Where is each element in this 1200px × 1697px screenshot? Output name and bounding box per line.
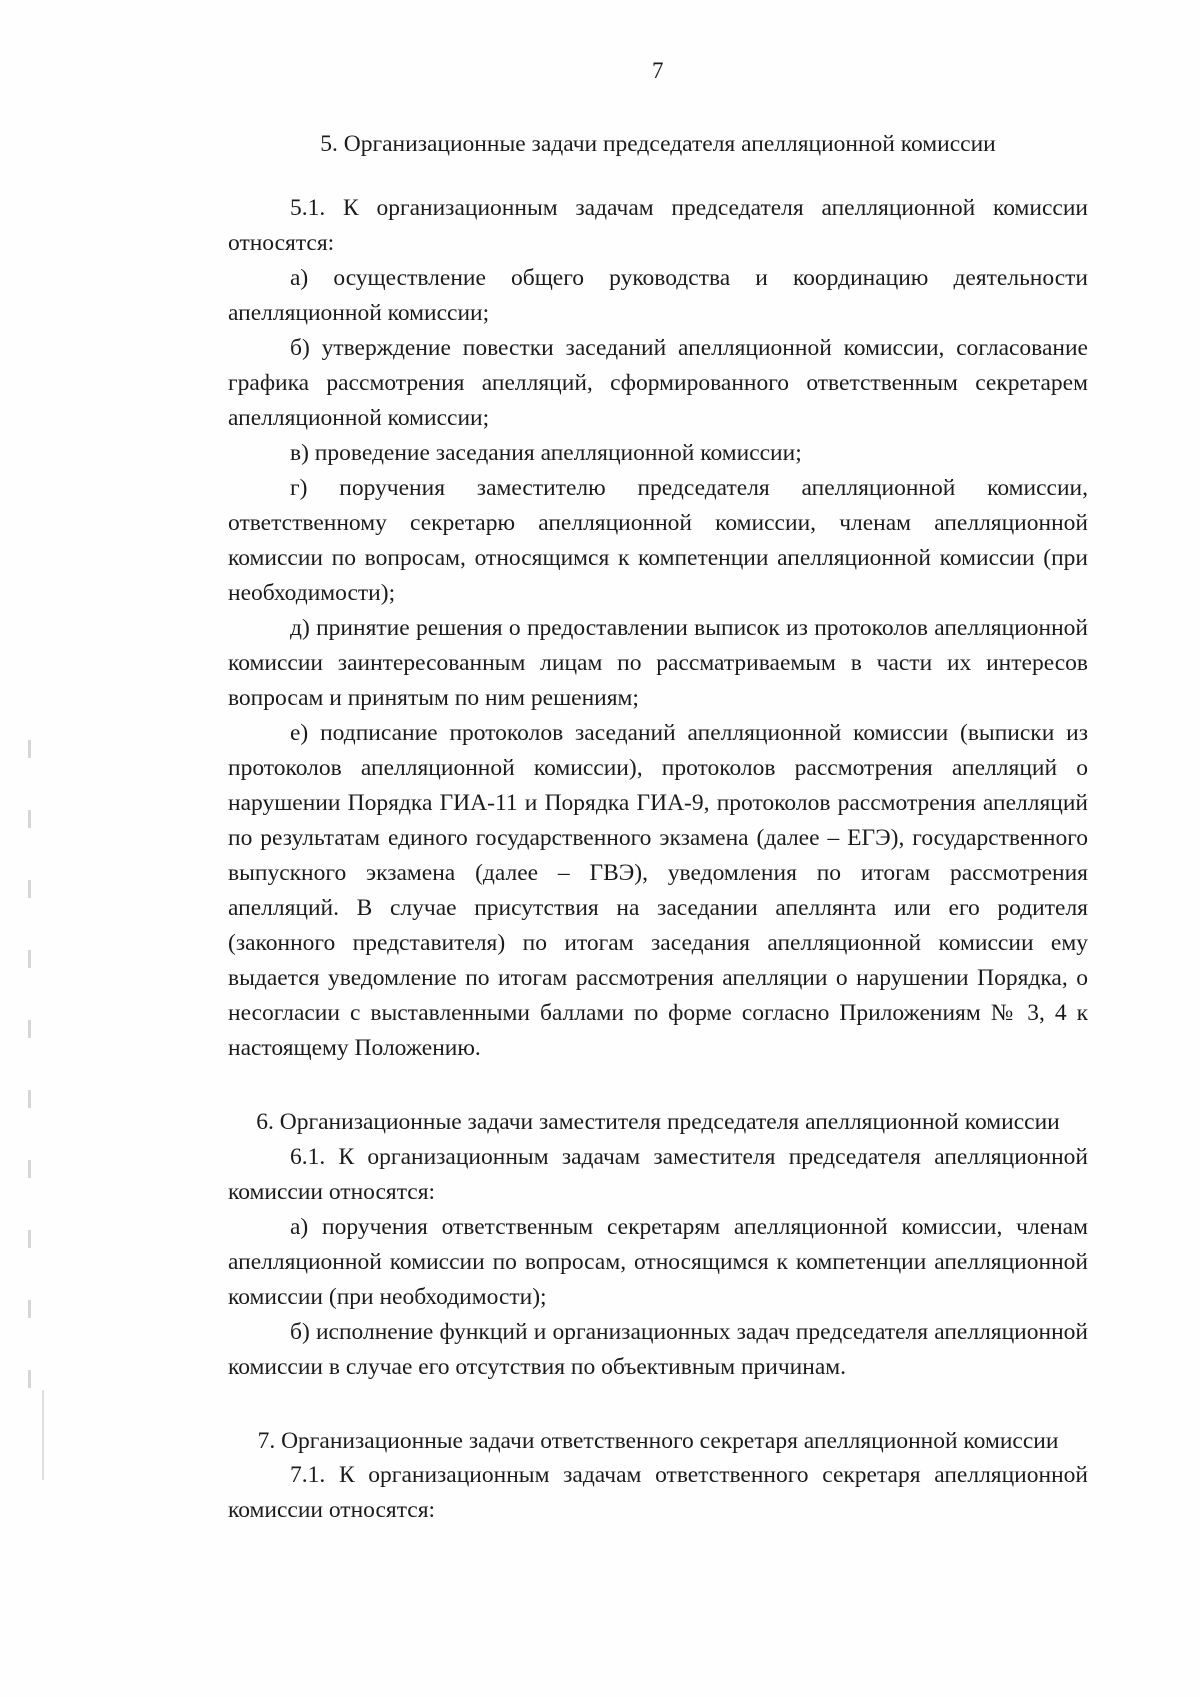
section-7-paragraph-1: 7.1. К организационным задачам ответственного секретаря апелляционной комиссии относятся:	[228, 1462, 1088, 1524]
section-5-paragraph-6: д) принятие решения о предоставлении выписок из протоколов апелляционной комиссии заинтересованным лицам по рассматриваемым в части их интересов вопросам и принятым по ним решениям;	[228, 615, 1088, 712]
spacer	[228, 1385, 1088, 1425]
section-6-paragraph-2: а) поручения ответственным секретарям апелляционной комиссии, членам апелляционной комиссии по вопросам, относящимся к компетенции апелляционной комиссии (при необходимости);	[228, 1213, 1088, 1310]
section-5-heading: 5. Организационные задачи председателя апелляционной комиссии	[320, 131, 996, 157]
section-6-paragraph-1: 6.1. К организационным задачам заместителя председателя апелляционной комиссии относятся:	[228, 1143, 1088, 1205]
section-5-paragraph-5: г) поручения заместителю председателя апелляционной комиссии, ответственному секретарю апелляционной комиссии, членам апелляционной комиссии по вопросам, относящимся к компетенции апелляционной комиссии (при необходимости);	[228, 475, 1088, 607]
section-5-paragraph-2: а) осуществление общего руководства и координацию деятельности апелляционной комиссии;	[228, 265, 1088, 327]
page-content	[228, 58, 1088, 1528]
section-6-heading: 6. Организационные задачи заместителя председателя апелляционной комиссии	[256, 1109, 1060, 1136]
spacer	[228, 161, 1088, 191]
section-7-heading: 7. Организационные задачи ответственного секретаря апелляционной комиссии	[257, 1427, 1059, 1454]
page-number: 7	[652, 58, 664, 83]
spacer	[228, 1066, 1088, 1106]
scan-artifact-left	[28, 740, 31, 1440]
section-5-paragraph-3: б) утверждение повестки заседаний апелляционной комиссии, согласование графика рассмотрения апелляций, сформированного ответственным секретарем апелляционной комиссии;	[228, 335, 1088, 432]
section-5-paragraph-7: е) подписание протоколов заседаний апелляционной комиссии (выписки из протоколов апелляционной комиссии), протоколов рассмотрения апелляций о нарушении Порядка ГИА-11 и Порядка ГИА-9, протоколов рассмотрения апелляций по результатам единого государственного экзамена (далее – ЕГЭ), государственного выпускного экзамена (далее – ГВЭ), уведомления по итогам рассмотрения апелляций. В случае присутствия на заседании апеллянта или его родителя (законного представителя) по итогам заседания апелляционной комиссии ему выдается уведомление по итогам рассмотрения апелляции о нарушении Порядка, о несогласии с выставленными баллами по форме согласно Приложениям № 3, 4 к настоящему Положению.	[228, 720, 1088, 1062]
section-6-paragraph-3: б) исполнение функций и организационных задач председателя апелляционной комиссии в случае его отсутствия по объективным причинам.	[228, 1318, 1088, 1380]
scan-artifact-left-lower	[42, 1390, 44, 1480]
section-5-paragraph-1: 5.1. К организационным задачам председателя апелляционной комиссии относятся:	[228, 195, 1088, 257]
section-5-paragraph-4: в) проведение заседания апелляционной комиссии;	[290, 440, 802, 467]
